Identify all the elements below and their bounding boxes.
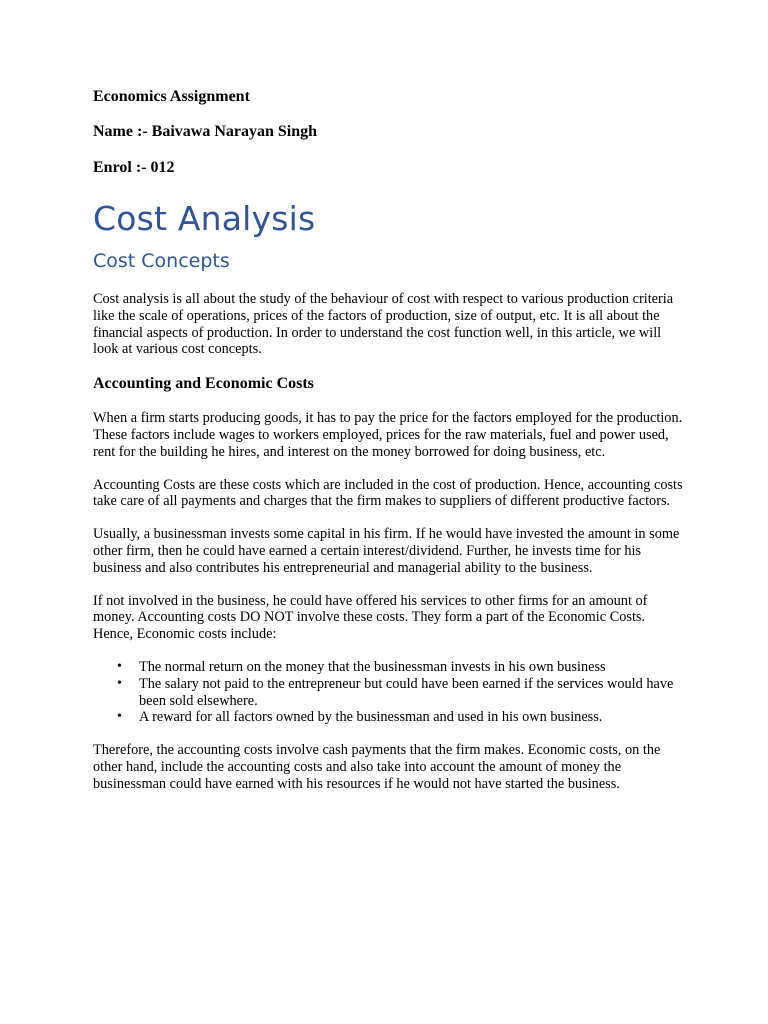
intro-paragraph: Cost analysis is all about the study of the behaviour of cost with respect to various production criteria like the scale of operations, prices of the factors of production, size of output, etc. It is all about the financial aspects of production. In order to understand the cost function well, in this article, we will look at various cost concepts. bbox=[93, 291, 674, 358]
list-item-text: The salary not paid to the entrepreneur but could have been earned if the services would have been sold elsewhere. bbox=[139, 675, 674, 709]
list-item bbox=[117, 658, 683, 676]
bullet-icon: • bbox=[117, 709, 122, 725]
document-subtitle: Cost Concepts bbox=[93, 250, 230, 272]
economic-costs-list bbox=[93, 659, 683, 726]
document-page bbox=[93, 86, 683, 793]
section-heading: Accounting and Economic Costs bbox=[93, 375, 314, 393]
list-item bbox=[117, 675, 683, 710]
assignment-label: Economics Assignment bbox=[93, 88, 250, 105]
list-item-text: The normal return on the money that the businessman invests in his own business bbox=[139, 658, 606, 675]
conclusion-paragraph: Therefore, the accounting costs involve cash payments that the firm makes. Economic costs, on the other hand, include the accounting costs and also take into account the amount of money the businessman could have earned with his resources if he would not have started the business. bbox=[93, 742, 661, 792]
body-paragraph-2: Accounting Costs are these costs which are included in the cost of production. Hence, accounting costs take care of all payments and charges that the firm makes to suppliers of different productive factors. bbox=[93, 476, 683, 510]
enrol-number: Enrol :- 012 bbox=[93, 159, 175, 176]
list-item-text: A reward for all factors owned by the businessman and used in his own business. bbox=[139, 709, 603, 726]
list-item bbox=[117, 709, 683, 726]
document-title: Cost Analysis bbox=[93, 199, 316, 238]
student-name: Name :- Baivawa Narayan Singh bbox=[93, 123, 318, 140]
bullet-icon: • bbox=[117, 658, 122, 674]
body-paragraph-3: Usually, a businessman invests some capital in his firm. If he would have invested the amount in some other firm, then he could have earned a certain interest/dividend. Further, he invests time for his business and also contributes his entrepreneurial and managerial ability to the business. bbox=[93, 526, 680, 576]
body-paragraph-4: If not involved in the business, he could have offered his services to other firms for an amount of money. Accounting costs DO NOT involve these costs. They form a part of the Economic Costs. Hence, Economic costs include: bbox=[93, 592, 648, 643]
body-paragraph-1: When a firm starts producing goods, it has to pay the price for the factors employed for the production. These factors include wages to workers employed, prices for the raw materials, fuel and power used, rent for the building he hires, and interest on the money borrowed for doing business, etc. bbox=[93, 410, 683, 460]
bullet-icon: • bbox=[117, 675, 122, 691]
